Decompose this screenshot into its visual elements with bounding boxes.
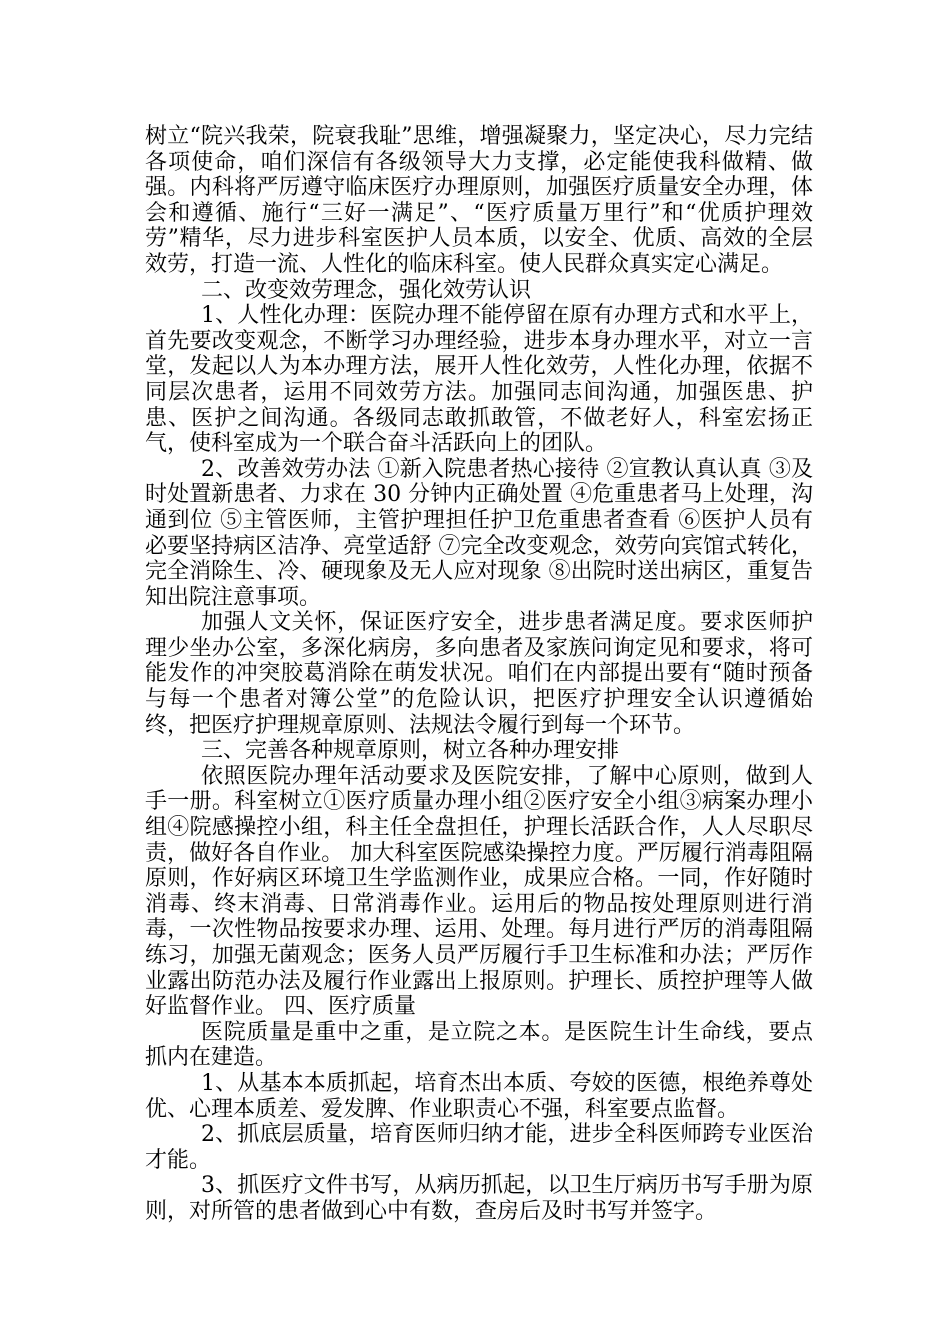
paragraph-medical-quality: 医院质量是重中之重，是立院之本。是医院生计生命线，要点抓内在建造。 xyxy=(145,1019,813,1071)
paragraph-management-groups: 依照医院办理年活动要求及医院安排，了解中心原则，做到人手一册。科室树立①医疗质量办理小组②医疗安全小组③病案办理小组④院感操控小组，科主任全盘担任，护理长活跃合作，人人尽职尽责，做好各自作业。 加大科室医院感染操控力度。严厉履行消毒阻隔原则，作好病区环境卫生学监测作业，成果应合格。一同，作好随时消毒、终末消毒、日常消毒作业。运用后的物品按处理原则进行消毒，一次性物品按要求办理、运用、处理。每月进行严厉的消毒阻隔练习，加强无菌观念；医务人员严厉履行手卫生标准和办法；严厉作业露出防范办法及履行作业露出上报原则。护理长、质控护理等人做好监督作业。 四、医疗质量 xyxy=(145,763,813,1020)
section-heading-3: 三、完善各种规章原则，树立各种办理安排 xyxy=(201,738,620,764)
paragraph-humanistic-care: 加强人文关怀，保证医疗安全，进步患者满足度。要求医师护理少坐办公室，多深化病房，多向患者及家族问询定见和要求，将可能发作的冲突胶葛消除在萌发状况。咱们在内部提出要有“随时预备与每一个患者对簿公堂”的危险认识，把医疗护理安全认识遵循始终，把医疗护理规章原则、法规法令履行到每一个环节。 xyxy=(145,610,813,738)
paragraph-basic-quality: 1、从基本本质抓起，培育杰出本质、夸姣的医德，根绝养尊处优、心理本质差、爱发脾、作业职责心不强，科室要点监督。 xyxy=(145,1070,813,1122)
section-heading-2: 二、改变效劳理念，强化效劳认识 xyxy=(201,277,532,303)
paragraph-continuation: 树立“院兴我荣，院衰我耻”思维，增强凝聚力，坚定决心，尽力完结各项使命，咱们深信有各级领导大力支撑，必定能使我科做精、做强。内科将严厉遵守临床医疗办理原则，加强医疗质量安全办理，体会和遵循、施行“三好一满足”、“医疗质量万里行”和“优质护理效劳”精华，尽力进步科室医护人员本质，以安全、优质、高效的全层效劳，打造一流、人性化的临床科室。使人民群众真实定心满足。 xyxy=(145,124,813,277)
document-page xyxy=(145,124,813,1225)
paragraph-service-methods: 2、改善效劳办法 ①新入院患者热心接待 ②宣教认真认真 ③及时处置新患者、力求在 30 分钟内正确处置 ④危重患者马上处理，沟通到位 ⑤主管医师，主管护理担任护卫危重患者查看 ⑥医护人员有必要坚持病区洁净、亮堂适舒 ⑦完全改变观念，效劳向宾馆式转化，完全消除生、冷、硬现象及无人应对现象 ⑧出院时送出病区，重复告知出院注意事项。 xyxy=(145,456,813,610)
paragraph-humanized-management: 1、人性化办理：医院办理不能停留在原有办理方式和水平上，首先要改变观念，不断学习办理经验，进步本身办理水平，对立一言堂，发起以人为本办理方法，展开人性化效劳，人性化办理，依据不同层次患者，运用不同效劳方法。加强同志间沟通，加强医患、护患、医护之间沟通。各级同志敢抓敢管，不做老好人，科室宏扬正气，使科室成为一个联合奋斗活跃向上的团队。 xyxy=(145,303,813,457)
paragraph-grassroots-quality: 2、抓底层质量，培育医师归纳才能，进步全科医师跨专业医治才能。 xyxy=(145,1122,813,1173)
paragraph-medical-records: 3、抓医疗文件书写，从病历抓起，以卫生厅病历书写手册为原则，对所管的患者做到心中有数，查房后及时书写并签字。 xyxy=(145,1173,813,1224)
